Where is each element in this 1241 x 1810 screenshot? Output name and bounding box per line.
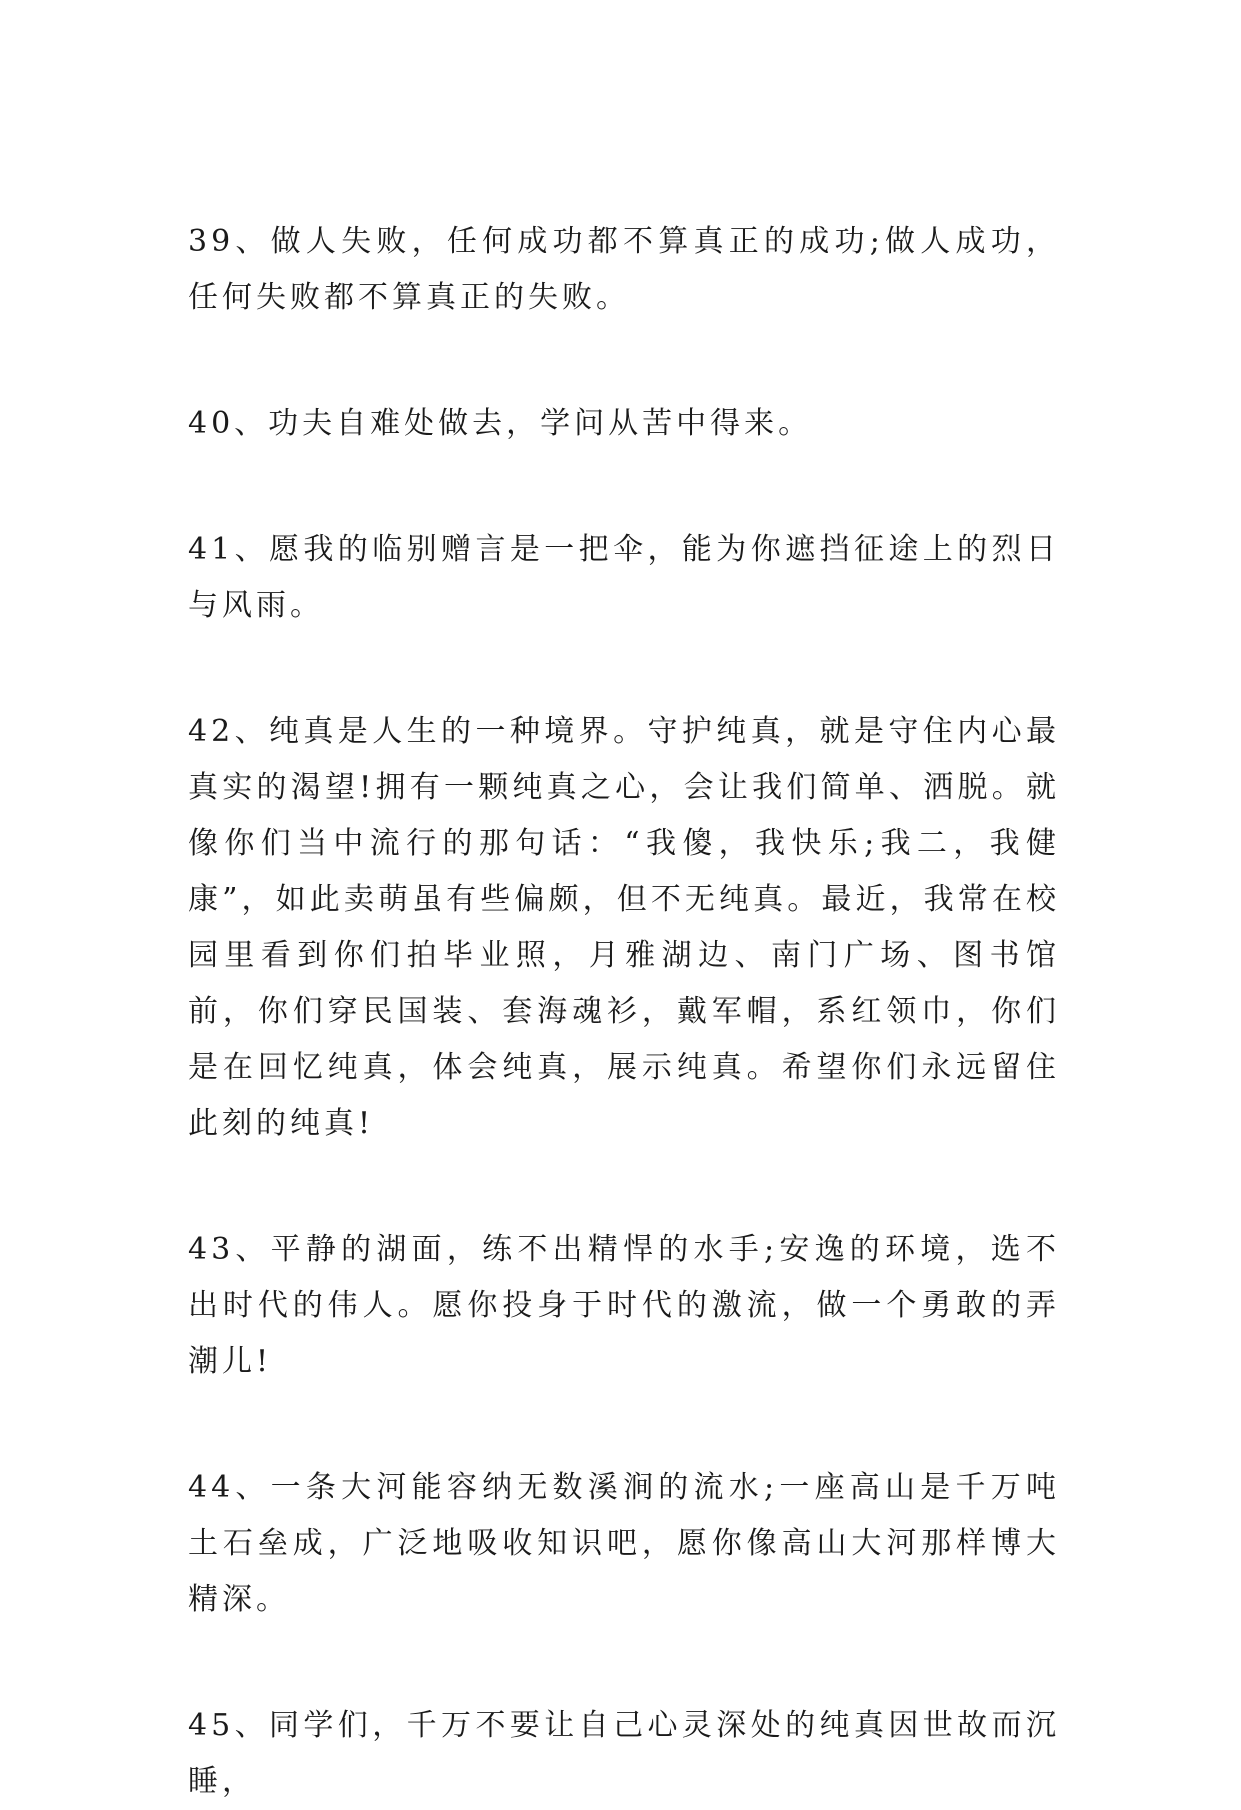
paragraph-44: 44、一条大河能容纳无数溪涧的流水;一座高山是千万吨土石垒成，广泛地吸收知识吧，愿你像高山大河那样博大精深。 bbox=[188, 1470, 1060, 1617]
paragraph-gap bbox=[188, 1390, 1060, 1460]
paragraph-45: 45、同学们，千万不要让自己心灵深处的纯真因世故而沉睡， bbox=[188, 1708, 1060, 1799]
document-body bbox=[188, 214, 1060, 1810]
paragraph-gap bbox=[188, 326, 1060, 396]
paragraph-42: 42、纯真是人生的一种境界。守护纯真，就是守住内心最真实的渴望!拥有一颗纯真之心，会让我们简单、洒脱。就像你们当中流行的那句话：“我傻，我快乐;我二，我健康”，如此卖萌虽有些偏颇，但不无纯真。最近，我常在校园里看到你们拍毕业照，月雅湖边、南门广场、图书馆前，你们穿民国装、套海魂衫，戴军帽，系红领巾，你们是在回忆纯真，体会纯真，展示纯真。希望你们永远留住此刻的纯真! bbox=[188, 714, 1060, 1141]
paragraph-gap bbox=[188, 452, 1060, 522]
paragraph-gap bbox=[188, 1152, 1060, 1222]
paragraph-40: 40、功夫自难处做去，学问从苦中得来。 bbox=[188, 406, 813, 441]
paragraph-39: 39、做人失败，任何成功都不算真正的成功;做人成功，任何失败都不算真正的失败。 bbox=[188, 224, 1060, 315]
paragraph-43: 43、平静的湖面，练不出精悍的水手;安逸的环境，选不出时代的伟人。愿你投身于时代的激流，做一个勇敢的弄潮儿! bbox=[188, 1232, 1060, 1379]
paragraph-gap bbox=[188, 634, 1060, 704]
paragraph-gap bbox=[188, 1628, 1060, 1698]
paragraph-41: 41、愿我的临别赠言是一把伞，能为你遮挡征途上的烈日与风雨。 bbox=[188, 532, 1060, 623]
